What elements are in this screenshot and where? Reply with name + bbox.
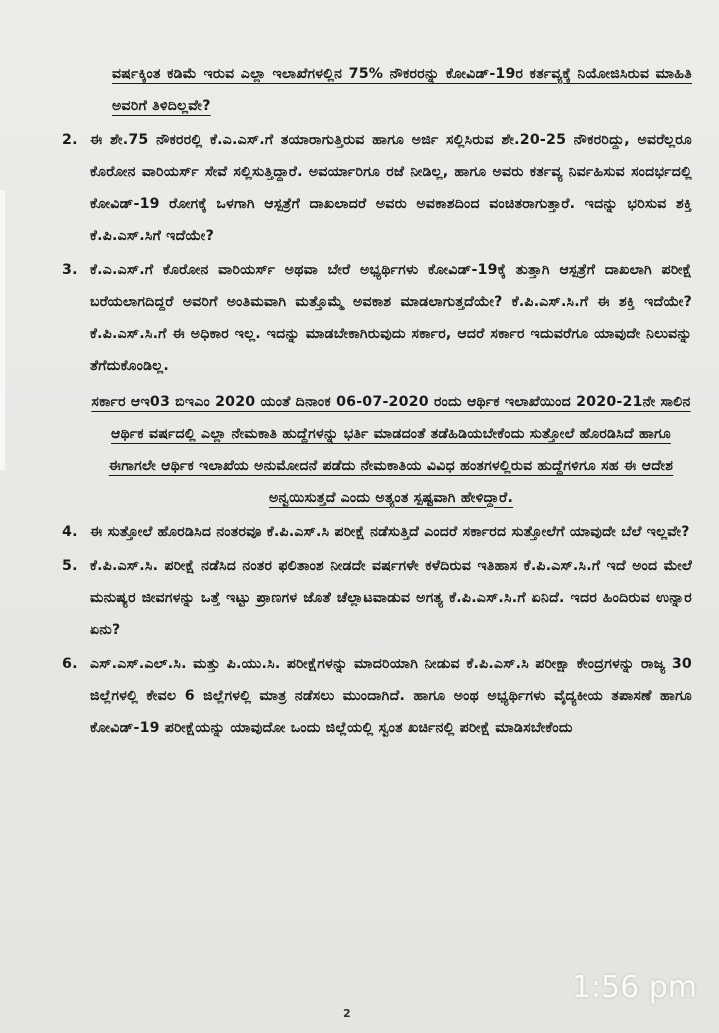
item-number: 2.	[62, 132, 78, 148]
list-item	[62, 550, 692, 646]
document-body	[62, 58, 692, 744]
circular-quote-paragraph: ಸರ್ಕಾರ ಆಇ03 ಬಿಇಎಂ 2020 ಯಂತೆ ದಿನಾಂಕ 06-07-2020 ರಂದು ಆರ್ಥಿಕ ಇಲಾಖೆಯಿಂದ 2020-21ನೇ ಸಾಲಿನ ಆರ್ಥಿಕ ವರ್ಷದಲ್ಲಿ ಎಲ್ಲಾ ನೇಮಕಾತಿ ಹುದ್ದೆಗಳನ್ನು ಭರ್ತಿ ಮಾಡದಂತೆ ತಡೆಹಿಡಿಯಬೇಕೆಂದು ಸುತ್ತೋಲೆ ಹೊರಡಿಸಿದೆ ಹಾಗೂ ಈಗಾಗಲೇ ಆರ್ಥಿಕ ಇಲಾಖೆಯ ಅನುಮೋದನೆ ಪಡೆದು ನೇಮಕಾತಿಯ ವಿವಿಧ ಹಂತಗಳಲ್ಲಿರುವ ಹುದ್ದೆಗಳಿಗೂ ಸಹ ಈ ಆದೇಶ ಅನ್ವಯಿಸುತ್ತದೆ ಎಂದು ಅತ್ಯಂತ ಸ್ಪಷ್ಟವಾಗಿ ಹೇಳಿದ್ದಾರೆ.	[91, 394, 691, 506]
list-item	[62, 516, 692, 548]
item-number: 6.	[62, 656, 78, 672]
item-number: 3.	[62, 262, 78, 278]
lead-paragraph: ವರ್ಷಕ್ಕಿಂತ ಕಡಿಮೆ ಇರುವ ಎಲ್ಲಾ ಇಲಾಖೆಗಳಲ್ಲಿನ 75% ನೌಕರರನ್ನು ಕೋವಿಡ್-19ರ ಕರ್ತವ್ಯಕ್ಕೆ ನಿಯೋಜಿಸಿರುವ ಮಾಹಿತಿ ಅವರಿಗೆ ತಿಳಿದಿಲ್ಲವೇ?	[112, 66, 692, 114]
list-item	[62, 254, 692, 382]
photo-timestamp: 1:56 pm	[571, 970, 697, 1005]
item-number: 4.	[62, 524, 78, 540]
item-text: ಕೆ.ಪಿ.ಎಸ್.ಸಿ. ಪರೀಕ್ಷೆ ನಡೆಸಿದ ನಂತರ ಫಲಿತಾಂಶ ನೀಡದೇ ವರ್ಷಗಳೇ ಕಳೆದಿರುವ ಇತಿಹಾಸ ಕೆ.ಪಿ.ಎಸ್.ಸಿ.ಗೆ ಇದೆ ಅಂದ ಮೇಲೆ ಮನುಷ್ಯರ ಜೀವಗಳನ್ನು ಒತ್ತೆ ಇಟ್ಟು ಪ್ರಾಣಗಳ ಜೊತೆ ಚೆಲ್ಲಾಟವಾಡುವ ಅಗತ್ಯ ಕೆ.ಪಿ.ಎಸ್.ಸಿ.ಗೆ ಏನಿದೆ. ಇದರ ಹಿಂದಿರುವ ಉನ್ನಾರ ಏನು?	[90, 558, 692, 638]
item-text: ಎಸ್.ಎಸ್.ಎಲ್.ಸಿ. ಮತ್ತು ಪಿ.ಯು.ಸಿ. ಪರೀಕ್ಷೆಗಳನ್ನು ಮಾದರಿಯಾಗಿ ನೀಡುವ ಕೆ.ಪಿ.ಎಸ್.ಸಿ ಪರೀಕ್ಷಾ ಕೇಂದ್ರಗಳನ್ನು ರಾಜ್ಯ 30 ಜಿಲ್ಲೆಗಳಲ್ಲಿ ಕೇವಲ 6 ಜಿಲ್ಲೆಗಳಲ್ಲಿ ಮಾತ್ರ ನಡೆಸಲು ಮುಂದಾಗಿದೆ. ಹಾಗೂ ಅಂಥ ಅಭ್ಯರ್ಥಿಗಳು ವೈದ್ಯಕೀಯ ತಪಾಸಣೆ ಹಾಗೂ ಕೋವಿಡ್-19 ಪರೀಕ್ಷೆಯನ್ನು ಯಾವುದೋ ಒಂದು ಜಿಲ್ಲೆಯಲ್ಲಿ ಸ್ವಂತ ಖರ್ಚಿನಲ್ಲಿ ಪರೀಕ್ಷೆ ಮಾಡಿಸಬೇಕೆಂದು	[90, 656, 692, 736]
page-number: 2	[343, 1007, 351, 1020]
list-item	[62, 648, 692, 744]
item-text: ಕೆ.ಎ.ಎಸ್.ಗೆ ಕೊರೋನ ವಾರಿಯರ್ಸ್ ಅಥವಾ ಬೇರೆ ಅಭ್ಯರ್ಥಿಗಳು ಕೋವಿಡ್-19ಕ್ಕೆ ತುತ್ತಾಗಿ ಆಸ್ಪತ್ರೆಗೆ ದಾಖಲಾಗಿ ಪರೀಕ್ಷೆ ಬರೆಯಲಾಗದಿದ್ದರೆ ಅವರಿಗೆ ಅಂತಿಮವಾಗಿ ಮತ್ತೊಮ್ಮೆ ಅವಕಾಶ ಮಾಡಲಾಗುತ್ತದೆಯೇ? ಕೆ.ಪಿ.ಎಸ್.ಸಿ.ಗೆ ಈ ಶಕ್ತಿ ಇದೆಯೇ? ಕೆ.ಪಿ.ಎಸ್.ಸಿ.ಗೆ ಈ ಅಧಿಕಾರ ಇಲ್ಲ. ಇದನ್ನು ಮಾಡಬೇಕಾಗಿರುವುದು ಸರ್ಕಾರ, ಆದರೆ ಸರ್ಕಾರ ಇದುವರೆಗೂ ಯಾವುದೇ ನಿಲುವನ್ನು ತೆಗೆದುಕೊಂಡಿಲ್ಲ.	[90, 262, 692, 374]
page-edge-shadow	[0, 190, 5, 470]
item-number: 5.	[62, 558, 78, 574]
item-text: ಈ ಶೇ.75 ನೌಕರರಲ್ಲಿ ಕೆ.ಎ.ಎಸ್.ಗೆ ತಯಾರಾಗುತ್ತಿರುವ ಹಾಗೂ ಅರ್ಜಿ ಸಲ್ಲಿಸಿರುವ ಶೇ.20-25 ನೌಕರರಿದ್ದು, ಅವರೆಲ್ಲರೂ ಕೊರೋನ ವಾರಿಯರ್ಸ್ ಸೇವೆ ಸಲ್ಲಿಸುತ್ತಿದ್ದಾರೆ. ಅವರ್ಯಾರಿಗೂ ರಜೆ ನೀಡಿಲ್ಲ, ಹಾಗೂ ಅವರು ಕರ್ತವ್ಯ ನಿರ್ವಹಿಸುವ ಸಂದರ್ಭದಲ್ಲಿ ಕೋವಿಡ್-19 ರೋಗಕ್ಕೆ ಒಳಗಾಗಿ ಆಸ್ಪತ್ರೆಗೆ ದಾಖಲಾದರೆ ಅವರು ಅವಕಾಶದಿಂದ ವಂಚಿತರಾಗುತ್ತಾರೆ. ಇದನ್ನು ಭರಿಸುವ ಶಕ್ತಿ ಕೆ.ಪಿ.ಎಸ್.ಸಿಗೆ ಇದೆಯೇ?	[90, 132, 692, 244]
item-text: ಈ ಸುತ್ತೋಲೆ ಹೊರಡಿಸಿದ ನಂತರವೂ ಕೆ.ಪಿ.ಎಸ್.ಸಿ ಪರೀಕ್ಷೆ ನಡೆಸುತ್ತಿದೆ ಎಂದರೆ ಸರ್ಕಾರದ ಸುತ್ತೋಲೆಗೆ ಯಾವುದೇ ಬೆಲೆ ಇಲ್ಲವೇ?	[90, 524, 690, 540]
list-item	[62, 124, 692, 252]
